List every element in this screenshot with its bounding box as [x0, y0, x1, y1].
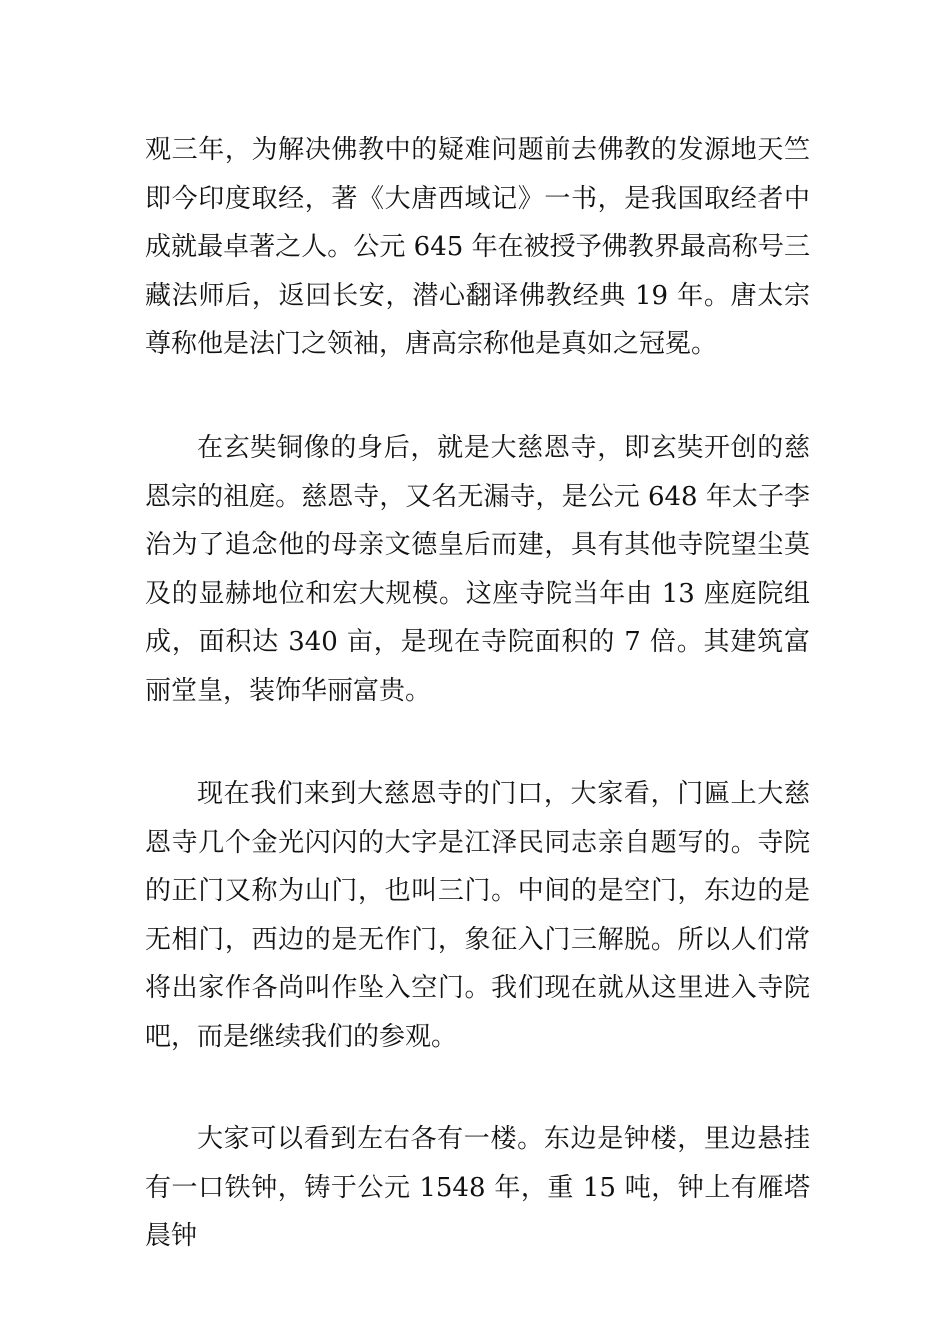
- paragraph-xuanzang-biography: 观三年，为解决佛教中的疑难问题前去佛教的发源地天竺即今印度取经，著《大唐西域记》一书，是我国取经者中成就最卓著之人。公元 645 年在被授予佛教界最高称号三藏法师后，返回长安，潜心翻译佛教经典 19 年。唐太宗尊称他是法门之领袖，唐高宗称他是真如之冠冕。: [145, 135, 810, 360]
- paragraph-temple-gate: 现在我们来到大慈恩寺的门口，大家看，门匾上大慈恩寺几个金光闪闪的大字是江泽民同志亲自题写的。寺院的正门又称为山门，也叫三门。中间的是空门，东边的是无相门，西边的是无作门，象征入门三解脱。所以人们常将出家作各尚叫作坠入空门。我们现在就从这里进入寺院吧，而是继续我们的参观。: [145, 779, 810, 1052]
- paragraph-bell-tower: 大家可以看到左右各有一楼。东边是钟楼，里边悬挂有一口铁钟，铸于公元 1548 年，重 15 吨，钟上有雁塔晨钟: [145, 1124, 810, 1252]
- paragraph-da-ci-en-temple: 在玄奘铜像的身后，就是大慈恩寺，即玄奘开创的慈恩宗的祖庭。慈恩寺，又名无漏寺，是公元 648 年太子李治为了追念他的母亲文德皇后而建，具有其他寺院望尘莫及的显赫地位和宏大规模。这座寺院当年由 13 座庭院组成，面积达 340 亩，是现在寺院面积的 7 倍。其建筑富丽堂皇，装饰华丽富贵。: [145, 433, 810, 706]
